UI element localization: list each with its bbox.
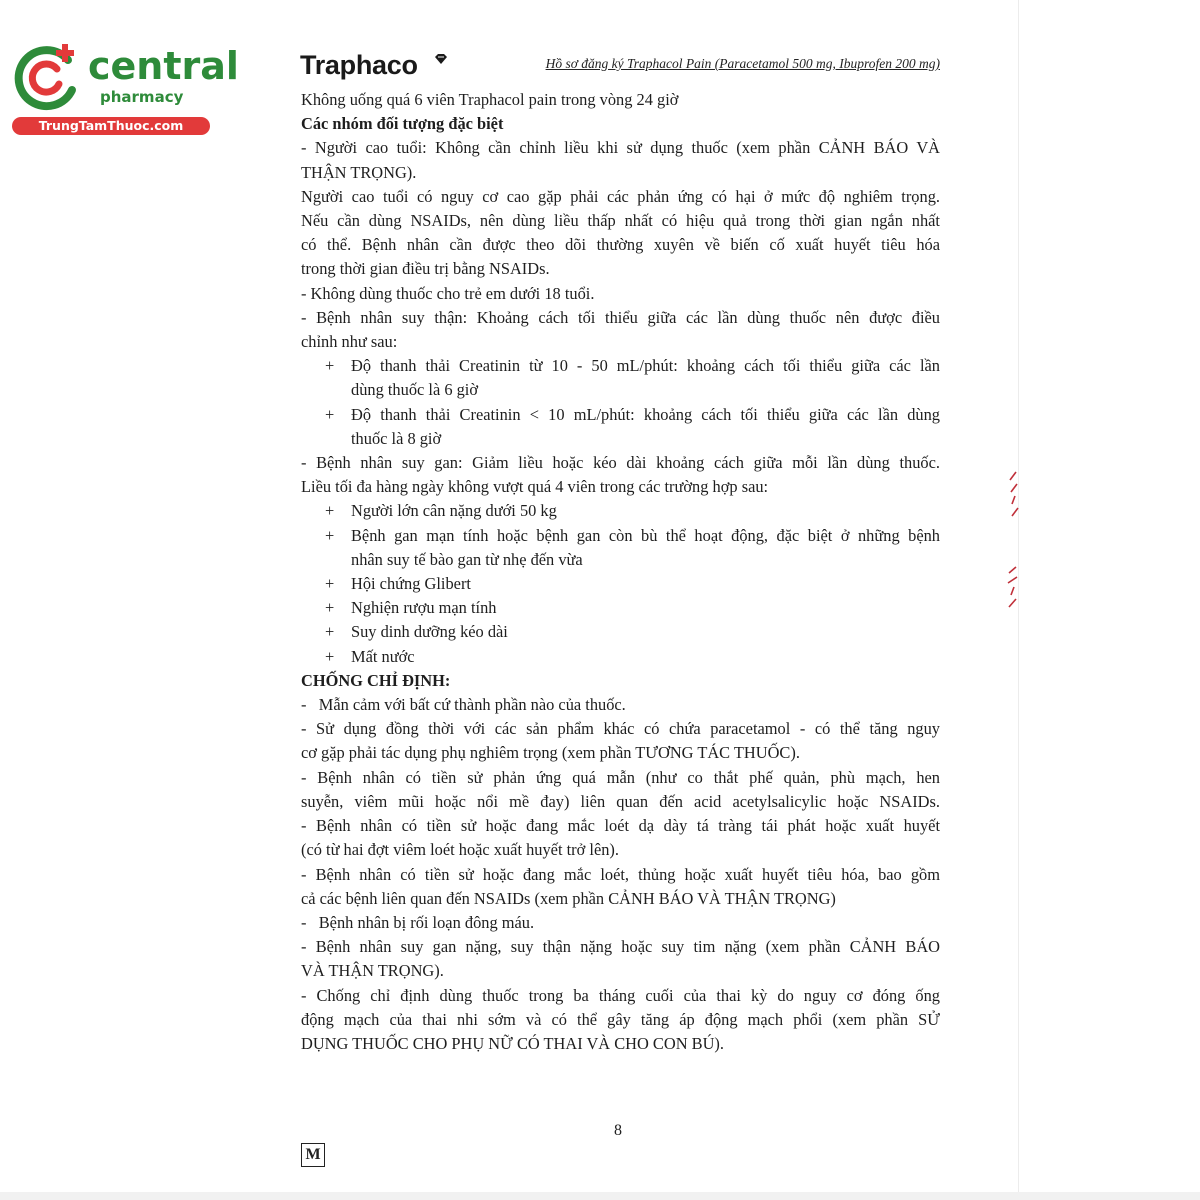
list-item-text: Độ thanh thải Creatinin từ 10 - 50 mL/phút: khoảng cách tối thiểu giữa các lần — [351, 356, 940, 376]
text-line: - Bệnh nhân có tiền sử phản ứng quá mẫn (như co thắt phế quản, phù mạch, hen — [301, 767, 940, 787]
list-item — [301, 499, 940, 523]
list-item — [301, 354, 940, 378]
red-stamp-fragment-icon — [1006, 470, 1020, 520]
list-item-text: Bệnh gan mạn tính hoặc bệnh gan còn bù thể hoạt động, đặc biệt ở những bệnh — [351, 525, 940, 545]
text-line: chỉnh như sau: — [301, 332, 398, 352]
pharmacy-cross-icon — [10, 38, 88, 116]
list-item — [301, 524, 940, 548]
plus-bullet-icon: + — [325, 525, 335, 545]
text-line: cơ gặp phải tác dụng phụ nghiêm trọng (xem phần TƯƠNG TÁC THUỐC). — [301, 743, 800, 763]
page-number: 8 — [614, 1122, 622, 1139]
text-line: - Sử dụng đồng thời với các sản phẩm khác có chứa paracetamol - có thể tăng nguy — [301, 719, 940, 739]
dossier-title: Hồ sơ đăng ký Traphacol Pain (Paracetamol 500 mg, Ibuprofen 200 mg) — [545, 56, 940, 71]
text-line: trong thời gian điều trị bằng NSAIDs. — [301, 259, 550, 279]
text-line: - Bệnh nhân có tiền sử hoặc đang mắc loét dạ dày tá tràng tái phát hoặc xuất huyết — [301, 816, 940, 836]
text-line: thuốc là 8 giờ — [351, 428, 442, 448]
list-item — [301, 403, 940, 427]
text-line: Người cao tuổi có nguy cơ cao gặp phải các phản ứng có hại ở mức độ nghiêm trọng. — [301, 186, 940, 206]
section-heading: CHỐNG CHỈ ĐỊNH: — [301, 670, 451, 690]
text-line: - Bệnh nhân suy thận: Khoảng cách tối thiểu giữa các lần dùng thuốc nên được điều — [301, 307, 940, 327]
scan-shadow — [0, 1192, 1200, 1200]
list-item-text: Người lớn cân nặng dưới 50 kg — [351, 501, 557, 521]
page-mark-box: M — [301, 1143, 325, 1167]
text-line: - Bệnh nhân có tiền sử hoặc đang mắc loét, thủng hoặc xuất huyết tiêu hóa, bao gồm — [301, 864, 940, 884]
text-line: Không uống quá 6 viên Traphacol pain trong vòng 24 giờ — [301, 90, 679, 109]
plus-bullet-icon: + — [325, 356, 335, 376]
text-line: DỤNG THUỐC CHO PHỤ NỮ CÓ THAI VÀ CHO CON BÚ). — [301, 1033, 724, 1053]
list-item-text: Mất nước — [351, 646, 415, 666]
text-line: (có từ hai đợt viêm loét hoặc xuất huyết trở lên). — [301, 840, 619, 860]
list-item-text: Độ thanh thải Creatinin < 10 mL/phút: khoảng cách tối thiểu giữa các lần dùng — [351, 404, 940, 424]
text-line: suyễn, viêm mũi hoặc nổi mề đay) liên quan đến acid acetylsalicylic hoặc NSAIDs. — [301, 791, 940, 811]
list-item — [301, 620, 940, 644]
section-heading: Các nhóm đối tượng đặc biệt — [301, 114, 504, 134]
red-stamp-fragment-icon — [1004, 565, 1020, 609]
text-line: cả các bệnh liên quan đến NSAIDs (xem phần CẢNH BÁO VÀ THẬN TRỌNG) — [301, 888, 836, 908]
text-line: - Không dùng thuốc cho trẻ em dưới 18 tuổi. — [301, 283, 595, 303]
text-line: dùng thuốc là 6 giờ — [351, 380, 479, 400]
company-logo-text: Traphaco — [300, 50, 418, 80]
diamond-icon — [434, 54, 448, 64]
list-item — [301, 572, 940, 596]
text-line: nhân suy tế bào gan từ nhẹ đến vừa — [351, 549, 583, 569]
list-item — [301, 645, 940, 669]
text-line: có thể. Bệnh nhân cần được theo dõi thường xuyên về biến cố xuất huyết tiêu hóa — [301, 235, 940, 255]
text-line: Liều tối đa hàng ngày không vượt quá 4 viên trong các trường hợp sau: — [301, 477, 769, 497]
list-item-text: Suy dinh dưỡng kéo dài — [351, 622, 508, 642]
brand-name: central — [88, 44, 239, 88]
plus-bullet-icon: + — [325, 574, 335, 594]
brand-url-badge: TrungTamThuoc.com — [12, 117, 210, 135]
text-line: - Bệnh nhân suy gan: Giảm liều hoặc kéo dài khoảng cách giữa mỗi lần dùng thuốc. — [301, 453, 940, 473]
text-line: - Chống chỉ định dùng thuốc trong ba tháng cuối của thai kỳ do nguy cơ đóng ống — [301, 985, 940, 1005]
list-item-text: Hội chứng Glibert — [351, 574, 471, 594]
text-line: động mạch của thai nhi sớm và có thể gây tăng áp động mạch phổi (xem phần SỬ — [301, 1009, 940, 1029]
text-line: - Bệnh nhân bị rối loạn đông máu. — [301, 912, 535, 932]
document-body — [301, 88, 940, 1056]
text-line: - Bệnh nhân suy gan nặng, suy thận nặng hoặc suy tim nặng (xem phần CẢNH BÁO — [301, 937, 940, 957]
plus-bullet-icon: + — [325, 598, 335, 618]
text-line: - Mẫn cảm với bất cứ thành phần nào của thuốc. — [301, 695, 626, 715]
text-line: - Người cao tuổi: Không cần chỉnh liều khi sử dụng thuốc (xem phần CẢNH BÁO VÀ — [301, 138, 940, 158]
plus-bullet-icon: + — [325, 404, 335, 424]
list-item — [301, 596, 940, 620]
text-line: VÀ THẬN TRỌNG). — [301, 961, 444, 981]
plus-bullet-icon: + — [325, 622, 335, 642]
text-line: THẬN TRỌNG). — [301, 162, 417, 182]
text-line: Nếu cần dùng NSAIDs, nên dùng liều thấp nhất có hiệu quả trong thời gian ngắn nhất — [301, 211, 940, 231]
plus-bullet-icon: + — [325, 501, 335, 521]
list-item-text: Nghiện rượu mạn tính — [351, 598, 497, 618]
central-pharmacy-logo — [10, 38, 239, 138]
brand-subtitle: pharmacy — [100, 88, 184, 106]
plus-bullet-icon: + — [325, 646, 335, 666]
